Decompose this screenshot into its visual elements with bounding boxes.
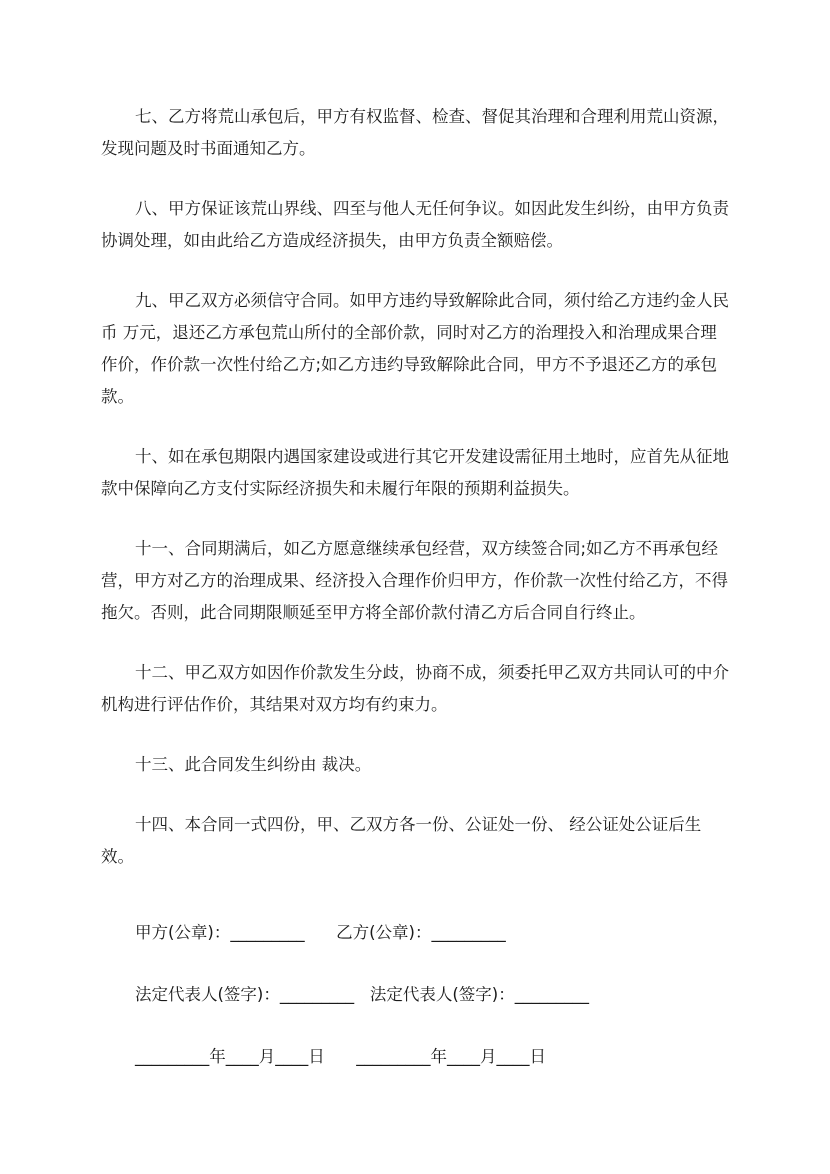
seal-line: 甲方(公章)：_________ 乙方(公章)：_________	[135, 923, 506, 942]
clause-13: 十三、此合同发生纠纷由 裁决。	[135, 755, 372, 774]
clause-11: 十一、合同期满后，如乙方愿意继续承包经营，双方续签合同;如乙方不再承包经营，甲方对乙方的治理成果、经济投入合理作价归甲方，作价款一次性付给乙方，不得拖欠。否则，此合同期限顺延至甲方将全部价款付清乙方后合同自行终止。	[101, 539, 728, 622]
clause-12: 十二、甲乙双方如因作价款发生分歧，协商不成，须委托甲乙双方共同认可的中介机构进行评估作价，其结果对双方均有约束力。	[101, 663, 729, 714]
clause-14: 十四、本合同一式四份，甲、乙双方各一份、公证处一份、 经公证处公证后生效。	[101, 815, 702, 866]
date-line: _________年____月____日 _________年____月____日	[135, 1047, 546, 1066]
representative-line: 法定代表人(签字)：_________ 法定代表人(签字)：_________	[135, 985, 589, 1004]
clause-9: 九、甲乙双方必须信守合同。如甲方违约导致解除此合同，须付给乙方违约金人民币 万元，退还乙方承包荒山所付的全部价款，同时对乙方的治理投入和治理成果合理作价，作价款一次性付给乙方;如乙方违约导致解除此合同，甲方不予退还乙方的承包款。	[101, 291, 729, 406]
clause-10: 十、如在承包期限内遇国家建设或进行其它开发建设需征用土地时，应首先从征地款中保障向乙方支付实际经济损失和未履行年限的预期利益损失。	[101, 447, 729, 498]
clause-7: 七、乙方将荒山承包后，甲方有权监督、检查、督促其治理和合理利用荒山资源，发现问题及时书面通知乙方。	[101, 107, 729, 158]
contract-body	[101, 0, 731, 1073]
clause-8: 八、甲方保证该荒山界线、四至与他人无任何争议。如因此发生纠纷，由甲方负责协调处理，如由此给乙方造成经济损失，由甲方负责全额赔偿。	[101, 199, 729, 250]
